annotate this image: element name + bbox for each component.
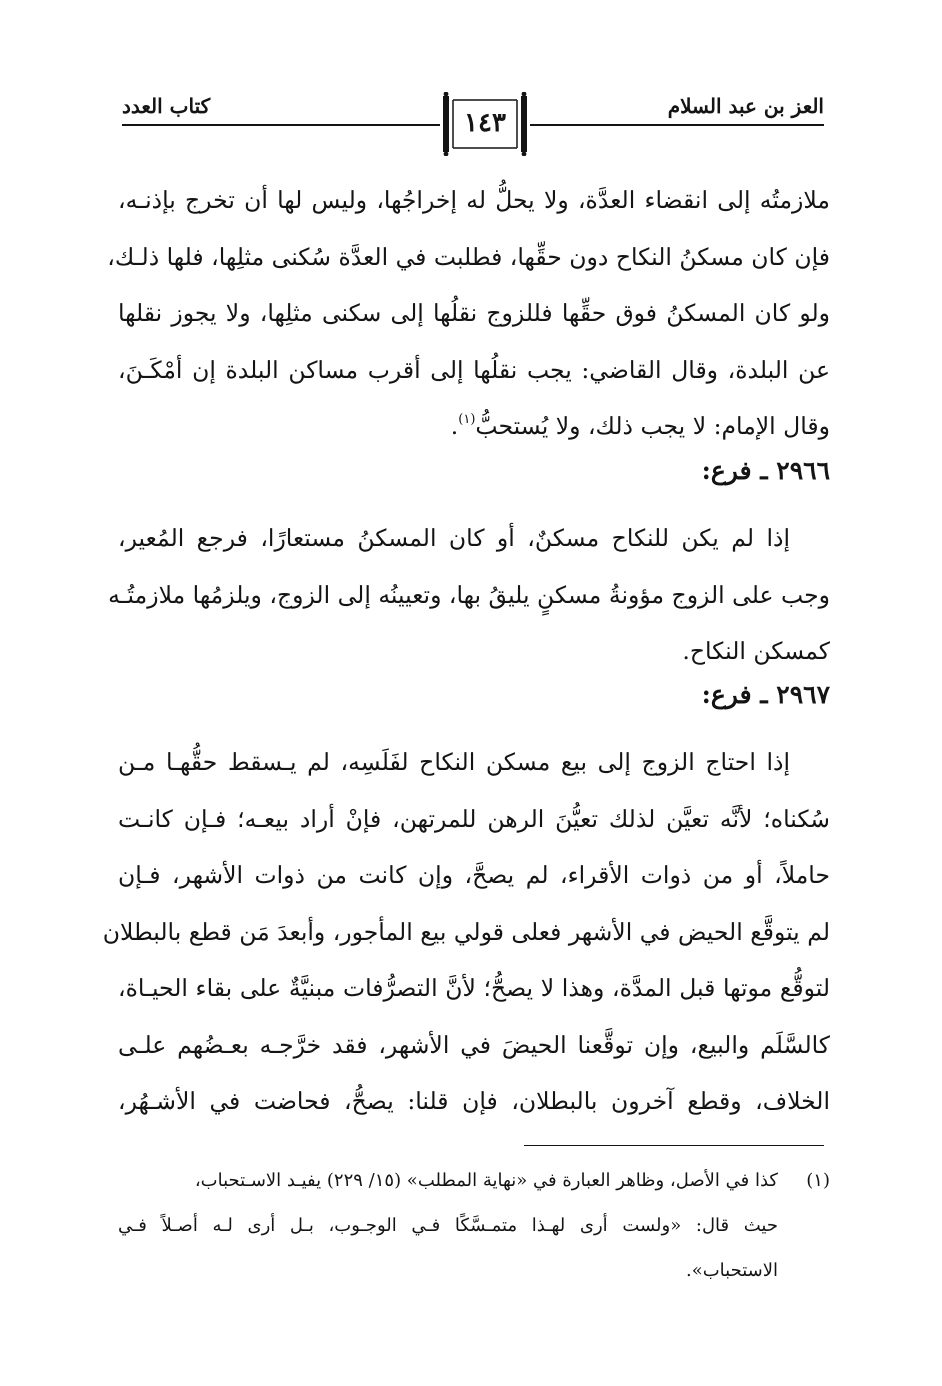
text-line: كمسكن النكاح. bbox=[682, 637, 830, 665]
footnotes bbox=[118, 1158, 830, 1293]
footnote-line bbox=[118, 1158, 830, 1203]
page-number: ١٤٣ bbox=[464, 108, 506, 138]
text-span: . bbox=[450, 412, 459, 440]
text-line: ملازمتُه إلى انقضاء العدَّة، ولا يحلُّ له إخراجُها، وليس لها أن تخرج بإذنـه، bbox=[118, 186, 830, 214]
footnote-marker: (١) bbox=[806, 1170, 830, 1191]
header-rule-right bbox=[530, 124, 824, 126]
section-heading-2967: ٢٩٦٧ ـ فرع: bbox=[701, 680, 830, 709]
author-title: العز بن عبد السلام bbox=[667, 94, 824, 118]
text-line: لتوقُّع موتها قبل المدَّة، وهذا لا يصحُّ؛ لأنَّ التصرُّفات مبنيَّةٌ على بقاء الحيـاة، bbox=[118, 974, 830, 1002]
section-body-2967 bbox=[102, 734, 830, 1130]
text-line: فإن كان مسكنُ النكاح دون حقِّها، فطلبت في العدَّة سُكنى مثلِها، فلها ذلـك، bbox=[107, 242, 830, 271]
footnote-line: الاستحباب». bbox=[686, 1260, 778, 1281]
paragraph-continuation bbox=[107, 172, 830, 455]
text-line: حاملاً، أو من ذوات الأقراء، لم يصحَّ، وإن كانت من ذوات الأشهر، فـإن bbox=[118, 861, 830, 889]
text-line: وجب على الزوج مؤونةُ مسكنٍ يليقُ بها، وتعيينُه إلى الزوج، ويلزمُها ملازمتُـه bbox=[108, 580, 830, 609]
text-line: إذا لم يكن للنكاح مسكنٌ، أو كان المسكنُ مستعارًا، فرجع المُعير، bbox=[118, 524, 790, 552]
footnote-text: كذا في الأصل، وظاهر العبارة في «نهاية المطلب» (١٥/ ٢٢٩) يفيـد الاسـتحباب، bbox=[194, 1170, 778, 1191]
section-heading-2966: ٢٩٦٦ ـ فرع: bbox=[701, 456, 830, 485]
text-span: وقال الإمام: لا يجب ذلك، ولا يُستحبُّ bbox=[475, 412, 830, 440]
section-body-2966 bbox=[108, 510, 830, 680]
header-rule-left bbox=[122, 124, 440, 126]
footnote-reference: (١) bbox=[458, 412, 476, 427]
text-line: الخلاف، وقطع آخرون بالبطلان، فإن قلنا: يصحُّ، فحاضت في الأشـهُر، bbox=[118, 1087, 830, 1115]
chapter-title: كتاب العدد bbox=[122, 94, 211, 118]
page-number-frame bbox=[440, 92, 530, 156]
footnote-separator bbox=[524, 1145, 824, 1146]
text-line: سُكناه؛ لأنَّه تعيَّن لذلك تعيُّنَ الرهن للمرتهن، فإنْ أراد بيعـه؛ فـإن كانـت bbox=[118, 804, 830, 833]
text-line: ولو كان المسكنُ فوق حقِّها فللزوج نقلُها إلى سكنى مثلِها، ولا يجوز نقلها bbox=[118, 299, 830, 327]
text-line: إذا احتاج الزوج إلى بيع مسكن النكاح لفَلَسِه، لم يـسقط حقُّهـا مـن bbox=[118, 748, 790, 776]
text-line: كالسَّلَم والبيع، وإن توقَّعنا الحيضَ في الأشهر، فقد خرَّجـه بعـضُهم علـى bbox=[118, 1030, 830, 1059]
text-line-last bbox=[118, 398, 830, 455]
text-line: لم يتوقَّع الحيض في الأشهر فعلى قولي بيع المأجور، وأبعدَ مَن قطع بالبطلان bbox=[102, 917, 830, 946]
footnote-line: حيث قال: «ولست أرى لهـذا متمـسَّكًا فـي الوجـوب، بـل أرى لـه أصـلاً فـي bbox=[118, 1215, 778, 1236]
text-line: عن البلدة، وقال القاضي: يجب نقلُها إلى أقرب مساكن البلدة إن أمْكَـنَ، bbox=[118, 355, 830, 384]
